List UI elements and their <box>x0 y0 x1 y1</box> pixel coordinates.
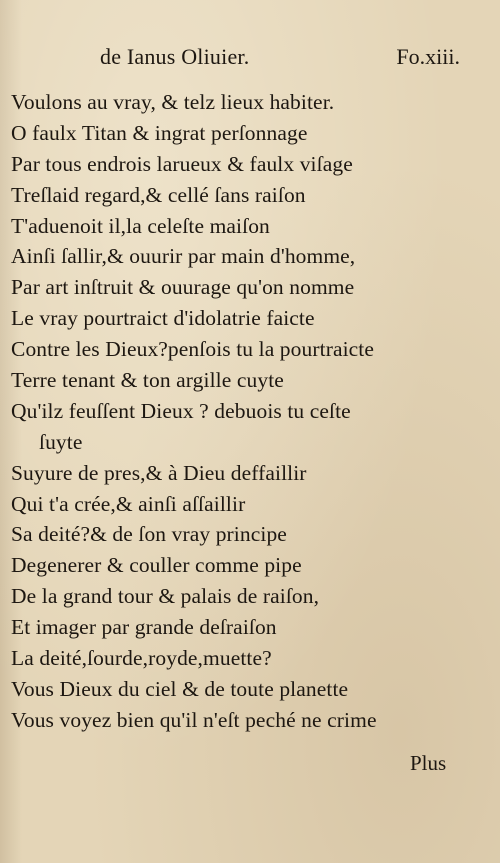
verse-line: Et imager par grande deſraiſon <box>11 615 277 640</box>
verse-line: Vous Dieux du ciel & de toute planette <box>11 676 349 701</box>
catchword: Plus <box>410 751 447 775</box>
verse-line-continuation: ſuyte <box>39 429 83 454</box>
verse-line: Degenerer & couller comme pipe <box>11 553 302 578</box>
verse-line: Par tous endrois larueux & faulx viſage <box>11 151 353 176</box>
verse-line: Suyure de pres,& à Dieu deffaillir <box>11 460 307 485</box>
running-head: de Ianus Oliuier. <box>100 44 250 69</box>
verse-line: Contre les Dieux?penſois tu la pourtraicte <box>11 337 375 362</box>
verse-line: Le vray pourtraict d'idolatrie faicte <box>11 306 315 331</box>
verse-line: T'aduenoit il,la celeſte maiſon <box>11 213 270 238</box>
verse-line: Voulons au vray, & telz lieux habiter. <box>11 90 335 114</box>
page-header <box>0 44 500 74</box>
verse-line: Ainſi ſallir,& ouurir par main d'homme, <box>11 244 356 269</box>
verse-line: Sa deité?& de ſon vray principe <box>11 522 287 547</box>
verse-line: Qui t'a crée,& ainſi aſſaillir <box>11 491 246 516</box>
verse-line: Treſlaid regard,& cellé ſans raiſon <box>11 182 306 207</box>
poem-text <box>11 87 481 736</box>
verse-line: Qu'ilz feuſſent Dieux ? debuois tu ceſte <box>11 398 351 423</box>
verse-line: Vous voyez bien qu'il n'eſt peché ne crime <box>11 707 377 732</box>
verse-line: De la grand tour & palais de raiſon, <box>11 584 320 609</box>
verse-line: Par art inſtruit & ouurage qu'on nomme <box>11 275 355 300</box>
verse-line: La deité,ſourde,royde,muette? <box>11 646 272 671</box>
verse-line: Terre tenant & ton argille cuyte <box>11 368 284 393</box>
folio-number: Fo.xiii. <box>396 44 460 69</box>
verse-line: O faulx Titan & ingrat perſonnage <box>11 120 308 145</box>
